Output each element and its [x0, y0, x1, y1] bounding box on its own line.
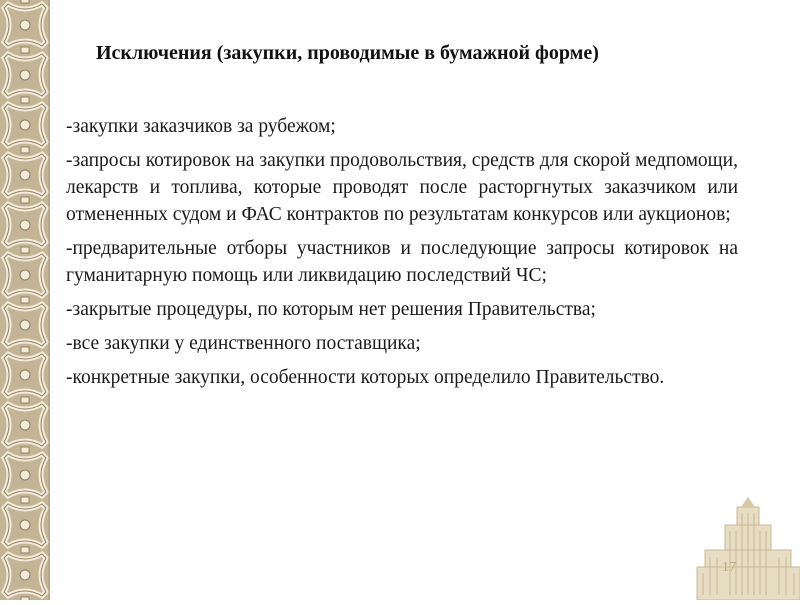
list-item: -закрытые процедуры, по которым нет решения Правительства; — [66, 299, 596, 320]
ornamental-border — [0, 0, 50, 600]
list-item: -запросы котировок на закупки продовольствия, средств для скорой медпомощи, лекарств и топлива, которые проводят после расторгнутых заказчиком или отмененных судом и ФАС контрактов по результатам конкурсов или аукционов; — [66, 150, 738, 225]
slide-title: Исключения (закупки, проводимые в бумажной форме) — [96, 42, 599, 64]
list-item: -закупки заказчиков за рубежом; — [66, 116, 336, 137]
page-number: 17 — [722, 560, 736, 575]
exceptions-list — [66, 113, 738, 398]
list-item: -все закупки у единственного поставщика; — [66, 333, 421, 354]
chain-ornament-icon — [0, 0, 50, 600]
list-item: -конкретные закупки, особенности которых определило Правительство. — [66, 367, 665, 388]
building-icon — [695, 495, 800, 600]
list-item: -предварительные отборы участников и последующие запросы котировок на гуманитарную помощь или ликвидацию последствий ЧС; — [66, 238, 738, 286]
